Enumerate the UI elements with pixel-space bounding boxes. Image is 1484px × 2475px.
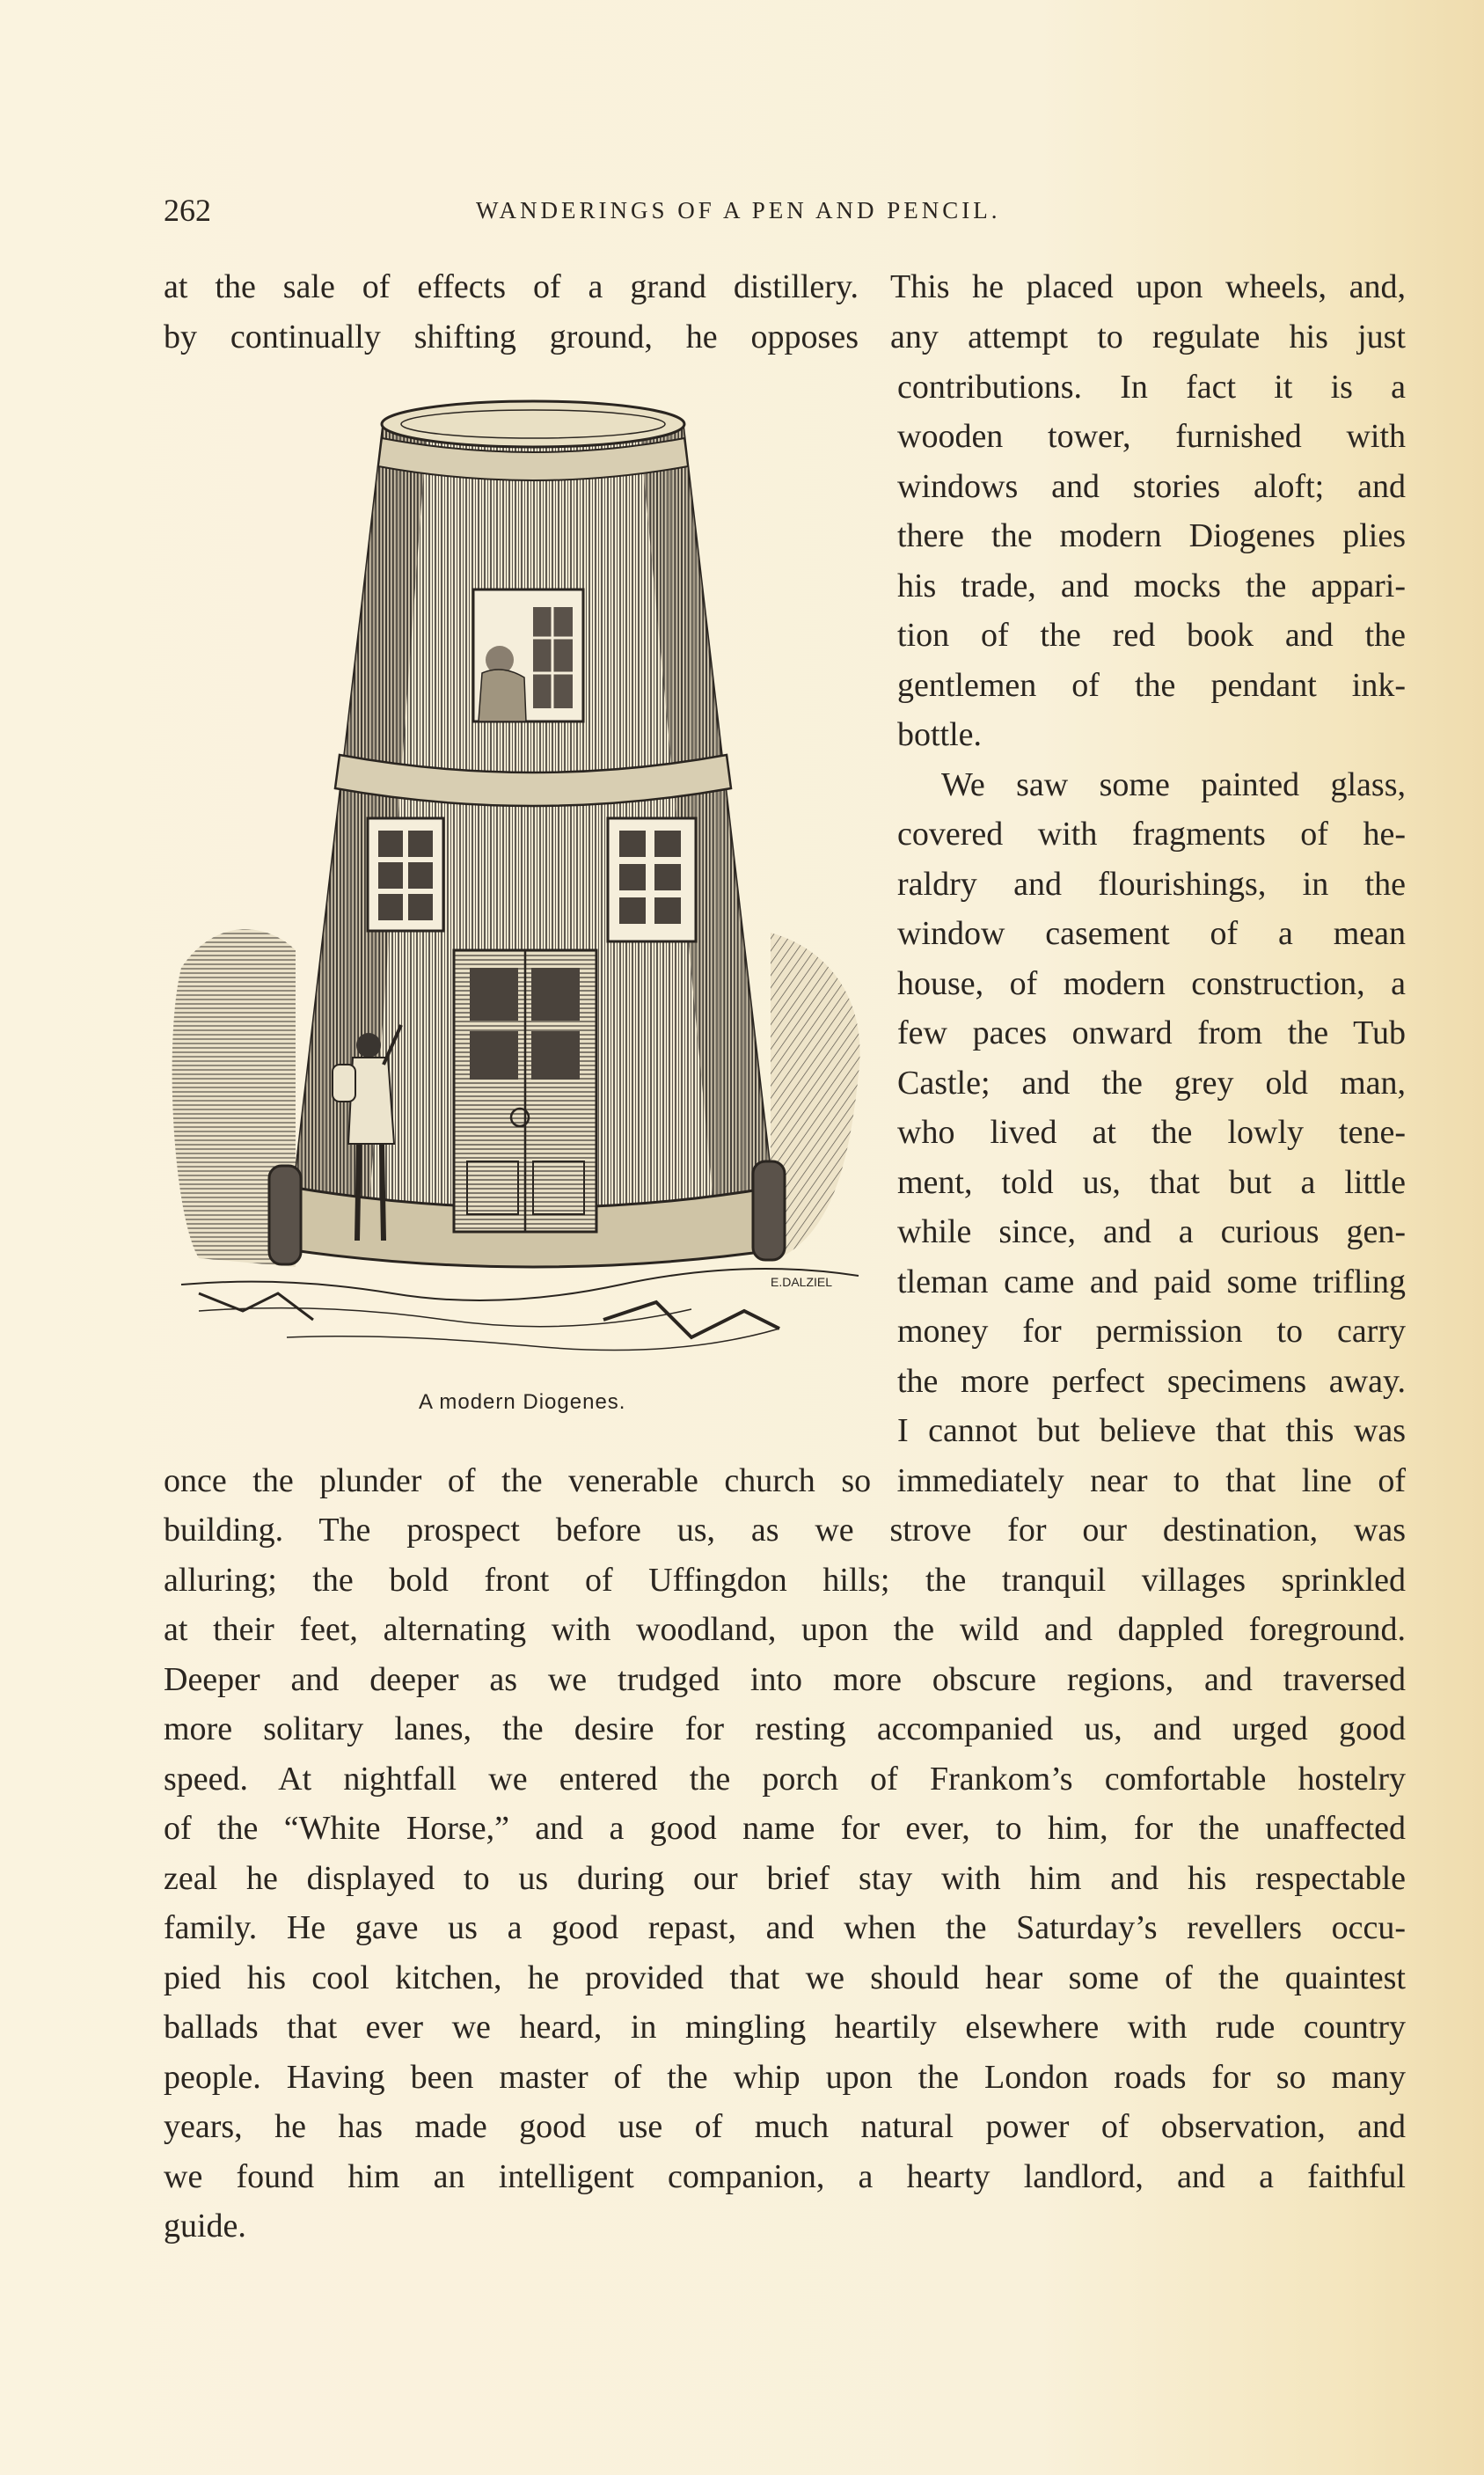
body-line-top-1-right: This he placed upon wheels, and, (890, 268, 1406, 305)
full-line-2: building. The prospect before us, as we strove for our destination, was (164, 1512, 1406, 1549)
side-line-22: I cannot but believe that this was (897, 1412, 1406, 1449)
full-line-8: of the “White Horse,” and a good name for ever, to him, for the unaffected (164, 1810, 1406, 1847)
full-line-16: guide. (164, 2208, 246, 2244)
engraver-signature: E.DALZIEL (771, 1275, 833, 1289)
side-line-18: while since, and a curious gen- (897, 1213, 1406, 1250)
full-line-1: once the plunder of the venerable church so immediately near to that line of (164, 1462, 1406, 1499)
full-line-7: speed. At nightfall we entered the porch of Frankom’s comfortable hostelry (164, 1761, 1406, 1798)
side-line-6: tion of the red book and the (897, 617, 1406, 654)
page-number: 262 (164, 193, 211, 228)
side-line-13: house, of modern construction, a (897, 965, 1406, 1002)
side-line-1: contributions. In fact it is a (897, 369, 1406, 406)
full-line-15: we found him an intelligent companion, a hearty landlord, and a faithful (164, 2158, 1406, 2195)
full-line-10: family. He gave us a good repast, and when the Saturday’s revellers occu- (164, 1909, 1406, 1946)
side-line-3: windows and stories aloft; and (897, 468, 1406, 505)
full-line-6: more solitary lanes, the desire for resting accompanied us, and urged good (164, 1710, 1406, 1747)
full-line-11: pied his cool kitchen, he provided that we should hear some of the quaintest (164, 1959, 1406, 1996)
side-line-11: raldry and flourishings, in the (897, 866, 1406, 903)
side-line-4: there the modern Diogenes plies (897, 517, 1406, 554)
side-line-21: the more perfect specimens away. (897, 1363, 1406, 1400)
full-line-5: Deeper and deeper as we trudged into more obscure regions, and traversed (164, 1661, 1406, 1698)
side-line-19: tleman came and paid some trifling (897, 1263, 1406, 1300)
body-line-top-2-right: any attempt to regulate his just (890, 319, 1406, 355)
side-line-9: We saw some painted glass, (941, 766, 1406, 803)
page-header (164, 192, 1406, 227)
tub-tower-engraving (164, 370, 876, 1381)
full-line-14: years, he has made good use of much natural power of observation, and (164, 2108, 1406, 2145)
full-line-3: alluring; the bold front of Uffingdon hills; the tranquil villages sprinkled (164, 1562, 1406, 1599)
body-line-top-1-left: at the sale of effects of a grand distillery. (164, 268, 859, 305)
side-line-16: who lived at the lowly tene- (897, 1114, 1406, 1151)
side-line-7: gentlemen of the pendant ink- (897, 667, 1406, 704)
side-line-10: covered with fragments of he- (897, 816, 1406, 853)
side-line-17: ment, told us, that but a little (897, 1164, 1406, 1201)
tub-tower-illustration (164, 370, 876, 1381)
full-line-9: zeal he displayed to us during our brief stay with him and his respectable (164, 1860, 1406, 1897)
full-line-13: people. Having been master of the whip upon the London roads for so many (164, 2059, 1406, 2096)
side-line-15: Castle; and the grey old man, (897, 1065, 1406, 1102)
side-line-12: window casement of a mean (897, 915, 1406, 952)
running-title: WANDERINGS OF A PEN AND PENCIL. (476, 197, 1001, 223)
side-line-8: bottle. (897, 716, 983, 753)
side-line-14: few paces onward from the Tub (897, 1014, 1406, 1051)
side-line-20: money for permission to carry (897, 1313, 1406, 1350)
full-line-4: at their feet, alternating with woodland, upon the wild and dappled foreground. (164, 1611, 1406, 1648)
figure-caption: A modern Diogenes. (419, 1390, 626, 1414)
side-line-5: his trade, and mocks the appari- (897, 567, 1406, 604)
side-line-2: wooden tower, furnished with (897, 418, 1406, 455)
body-line-top-2-left: by continually shifting ground, he opposes (164, 319, 859, 355)
full-line-12: ballads that ever we heard, in mingling heartily elsewhere with rude country (164, 2009, 1406, 2046)
